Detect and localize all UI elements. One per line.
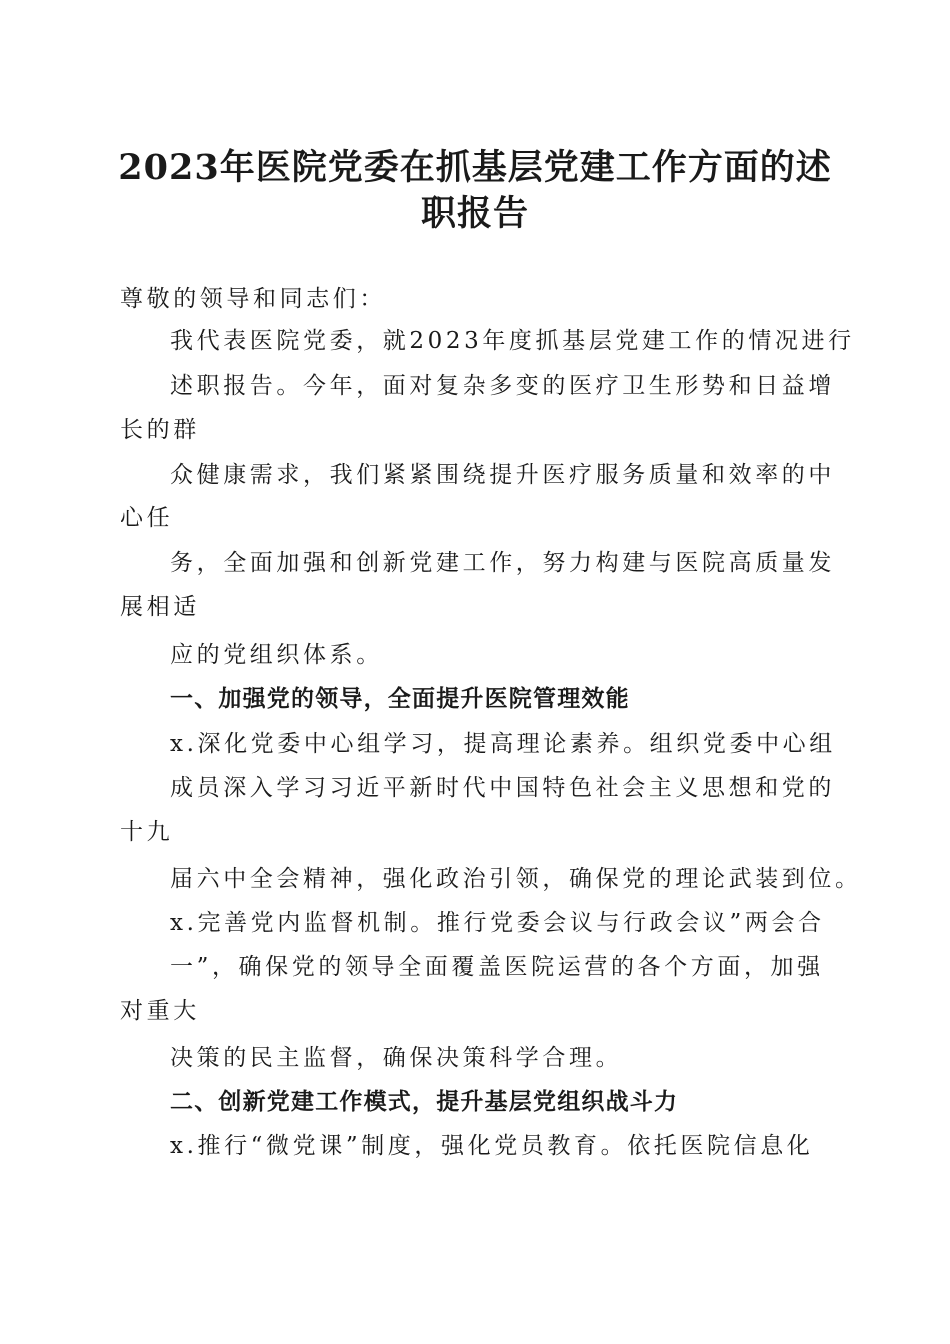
body-line: x.深化党委中心组学习，提高理论素养。组织党委中心组 bbox=[170, 731, 836, 757]
body-line: 展相适 bbox=[120, 594, 200, 620]
salutation: 尊敬的领导和同志们： bbox=[120, 286, 386, 312]
body-line: 届六中全会精神，强化政治引领，确保党的理论武装到位。 bbox=[170, 866, 862, 892]
section-heading-2: 二、创新党建工作模式，提升基层党组织战斗力 bbox=[170, 1089, 679, 1115]
body-line: 务，全面加强和创新党建工作，努力构建与医院高质量发 bbox=[170, 550, 835, 576]
body-line: 心任 bbox=[120, 505, 174, 531]
document-title-line-2: 职报告 bbox=[420, 193, 529, 234]
body-line: 一”，确保党的领导全面覆盖医院运营的各个方面，加强 bbox=[170, 954, 824, 980]
body-line: x.完善党内监督机制。推行党委会议与行政会议”两会合 bbox=[170, 910, 825, 936]
body-line: 对重大 bbox=[120, 998, 200, 1024]
document-title-line-1: 2023年医院党委在抓基层党建工作方面的述 bbox=[118, 147, 832, 188]
body-line: 决策的民主监督，确保决策科学合理。 bbox=[170, 1045, 623, 1071]
body-line: 成员深入学习习近平新时代中国特色社会主义思想和党的 bbox=[170, 775, 835, 801]
body-line: 应的党组织体系。 bbox=[170, 642, 383, 668]
section-heading-1: 一、加强党的领导，全面提升医院管理效能 bbox=[170, 686, 630, 712]
body-line: 我代表医院党委，就2023年度抓基层党建工作的情况进行 bbox=[170, 328, 855, 354]
body-line: 长的群 bbox=[120, 417, 200, 443]
body-line: 众健康需求，我们紧紧围绕提升医疗服务质量和效率的中 bbox=[170, 462, 835, 488]
body-line: 述职报告。今年，面对复杂多变的医疗卫生形势和日益增 bbox=[170, 373, 835, 399]
body-line: x.推行“微党课”制度，强化党员教育。依托医院信息化 bbox=[170, 1133, 814, 1159]
body-line: 十九 bbox=[120, 819, 174, 845]
